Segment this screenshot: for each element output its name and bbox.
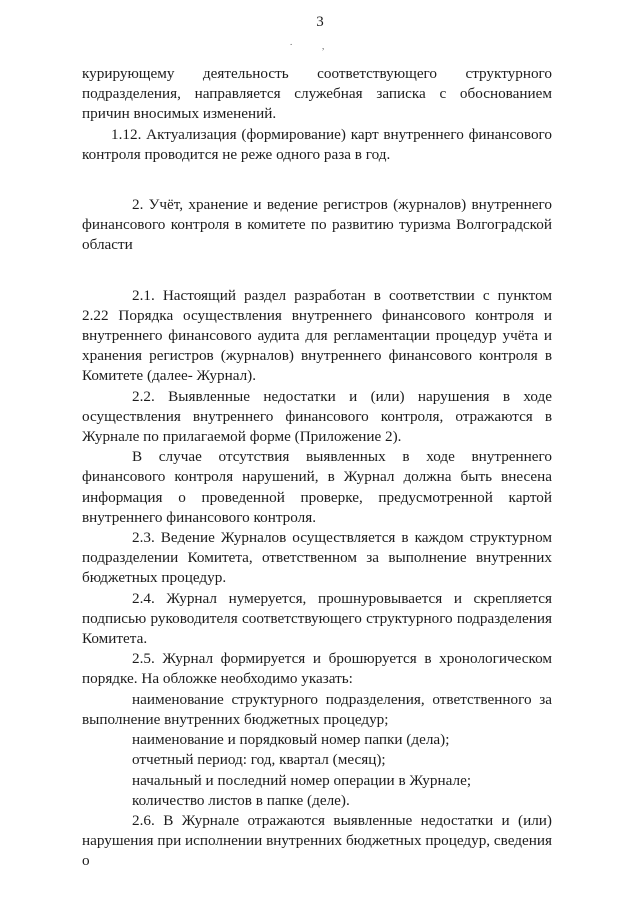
list-item: наименование структурного подразделения, ответственного за выполнение внутренних бюджетных процедур; xyxy=(82,690,552,728)
paragraph-2-1: 2.1. Настоящий раздел разработан в соответствии с пунктом 2.22 Порядка осуществления внутреннего финансового контроля и внутреннего финансового аудита для регламентации процедур учёта и хранения регистров (журналов) внутреннего финансового контроля в Комитете (далее- Журнал). xyxy=(82,286,552,385)
section-2-heading: 2. Учёт, хранение и ведение регистров (журналов) внутреннего финансового контроля в комитете по развитию туризма Волгоградской области xyxy=(82,196,552,254)
paragraph-continuation: курирующему деятельность соответствующего структурного подразделения, направляется служебная записка с обоснованием причин вносимых изменений. xyxy=(82,65,552,123)
paragraph-2-2: 2.2. Выявленные недостатки и (или) нарушения в ходе осуществления внутреннего финансового контроля, отражаются в Журнале по прилагаемой форме (Приложение 2). xyxy=(82,387,552,446)
list-item: наименование и порядковый номер папки (дела); xyxy=(132,731,450,749)
list-item: отчетный период: год, квартал (месяц); xyxy=(132,751,386,769)
paragraph-2-3: 2.3. Ведение Журналов осуществляется в каждом структурном подразделении Комитета, ответственном за выполнение внутренних бюджетных процедур. xyxy=(82,529,552,587)
list-item: количество листов в папке (деле). xyxy=(132,791,350,809)
scan-speck: . xyxy=(290,37,293,47)
scan-speck: , xyxy=(322,41,325,51)
page-number: 3 xyxy=(316,14,324,30)
paragraph-2-5: 2.5. Журнал формируется и брошюруется в хронологическом порядке. На обложке необходимо указать: xyxy=(82,650,552,688)
paragraph-2-6: 2.6. В Журнале отражаются выявленные недостатки и (или) нарушения при исполнении внутренних бюджетных процедур, сведения о xyxy=(82,811,552,870)
paragraph-2-4: 2.4. Журнал нумеруется, прошнуровывается и скрепляется подписью руководителя соответствующего структурного подразделения Комитета. xyxy=(82,589,552,648)
document-body xyxy=(82,64,552,872)
list-item: начальный и последний номер операции в Журнале; xyxy=(132,771,472,789)
paragraph-2-2-continued: В случае отсутствия выявленных в ходе внутреннего финансового контроля нарушений, в Журнал должна быть внесена информация о проведенной проверке, предусмотренной картой внутреннего финансового контроля. xyxy=(82,448,552,526)
paragraph-1-12: 1.12. Актуализация (формирование) карт внутреннего финансового контроля проводится не реже одного раза в год. xyxy=(82,125,552,163)
